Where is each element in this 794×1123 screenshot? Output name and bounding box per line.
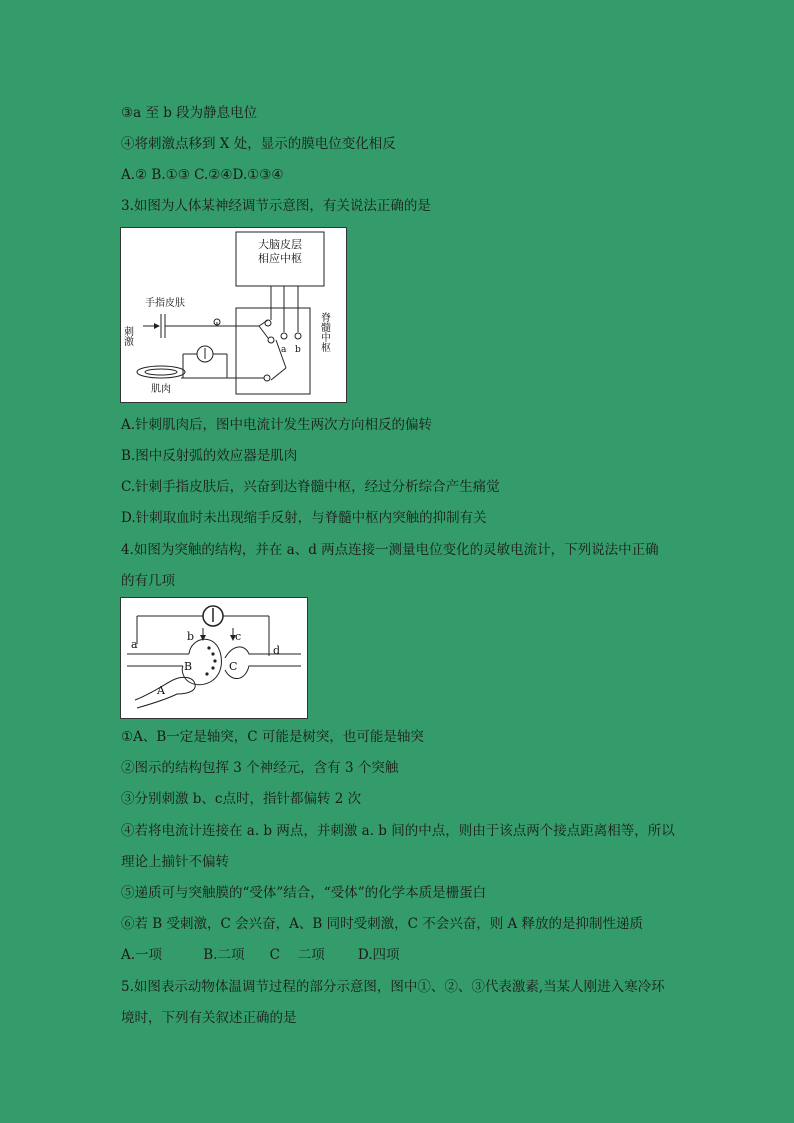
skin-label: 手指皮肤 bbox=[145, 298, 185, 309]
label-d: d bbox=[273, 644, 281, 657]
q4-synapse-figure bbox=[120, 597, 308, 719]
label-c: c bbox=[235, 630, 242, 643]
label-b: b bbox=[187, 630, 195, 643]
q4-stem-line1: 4.如图为突触的结构，并在 a、d 两点连接一测量电位变化的灵敏电流计，下列说法中正确 bbox=[121, 542, 659, 558]
q4-statement-1: ①A、B一定是轴突，C 可能是树突，也可能是轴突 bbox=[121, 729, 424, 745]
label-B: B bbox=[184, 660, 193, 673]
q3-option-b: B.图中反射弧的效应器是肌肉 bbox=[121, 448, 298, 464]
cortex-label-line2: 相应中枢 bbox=[258, 252, 302, 265]
q3-option-d: D.针刺取血时未出现缩手反射，与脊髓中枢内突触的抑制有关 bbox=[121, 510, 487, 526]
label-a: a bbox=[281, 345, 287, 355]
q4-statement-3: ③分别刺激 b、c点时，指针都偏转 2 次 bbox=[121, 791, 362, 807]
q4-options bbox=[121, 946, 400, 964]
q3-option-c: C.针刺手指皮肤后，兴奋到达脊髓中枢，经过分析综合产生痛觉 bbox=[121, 479, 500, 495]
q2-options: A.② B.①③ C.②④D.①③④ bbox=[121, 167, 284, 183]
spinal-label: 脊髓中枢 bbox=[318, 312, 330, 352]
cortex-label-line1: 大脑皮层 bbox=[258, 238, 302, 251]
q4-statement-6: ⑥若 B 受刺激，C 会兴奋，A、B 同时受刺激，C 不会兴奋，则 A 释放的是抑制性递质 bbox=[121, 916, 644, 932]
label-b: b bbox=[295, 345, 301, 355]
q4-statement-5: ⑤递质可与突触膜的“受体”结合，“受体”的化学本质是栅蛋白 bbox=[121, 885, 487, 901]
label-C: C bbox=[229, 660, 238, 673]
label-a: a bbox=[131, 638, 138, 651]
q2-statement-3: ③a 至 b 段为静息电位 bbox=[121, 105, 258, 121]
muscle-label: 肌肉 bbox=[151, 384, 171, 395]
q4-option-c: C 二项 bbox=[269, 947, 325, 963]
q5-stem-line2: 境时，下列有关叙述正确的是 bbox=[121, 1010, 297, 1026]
q3-stem: 3.如图为人体某神经调节示意图，有关说法正确的是 bbox=[121, 198, 431, 214]
q4-stem-line2: 的有几项 bbox=[121, 573, 175, 589]
q4-statement-4-line2: 理论上揃针不偏转 bbox=[121, 854, 229, 870]
q2-statement-4: ④将刺激点移到 X 处，显示的膜电位变化相反 bbox=[121, 136, 396, 152]
label-A: A bbox=[157, 684, 165, 697]
q4-option-a: A.一项 bbox=[121, 947, 163, 963]
q4-option-d: D.四项 bbox=[357, 947, 400, 963]
q4-statement-2: ②图示的结构包挥 3 个神经元，含有 3 个突触 bbox=[121, 760, 399, 776]
stimulus-label: 刺激 bbox=[121, 326, 133, 346]
q3-reflex-arc-figure bbox=[120, 227, 347, 403]
q5-stem-line1: 5.如图表示动物体温调节过程的部分示意图，图中①、②、③代表激素,当某人刚进入寒冷环 bbox=[121, 979, 665, 995]
q4-statement-4-line1: ④若将电流计连接在 a. b 两点，并刺激 a. b 间的中点，则由于该点两个接点距离相等，所以 bbox=[121, 823, 675, 839]
q3-option-a: A.针刺肌肉后，图中电流计发生两次方向相反的偏转 bbox=[121, 417, 433, 433]
muscle-shape bbox=[137, 366, 185, 378]
q4-option-b: B.二项 bbox=[203, 947, 245, 963]
